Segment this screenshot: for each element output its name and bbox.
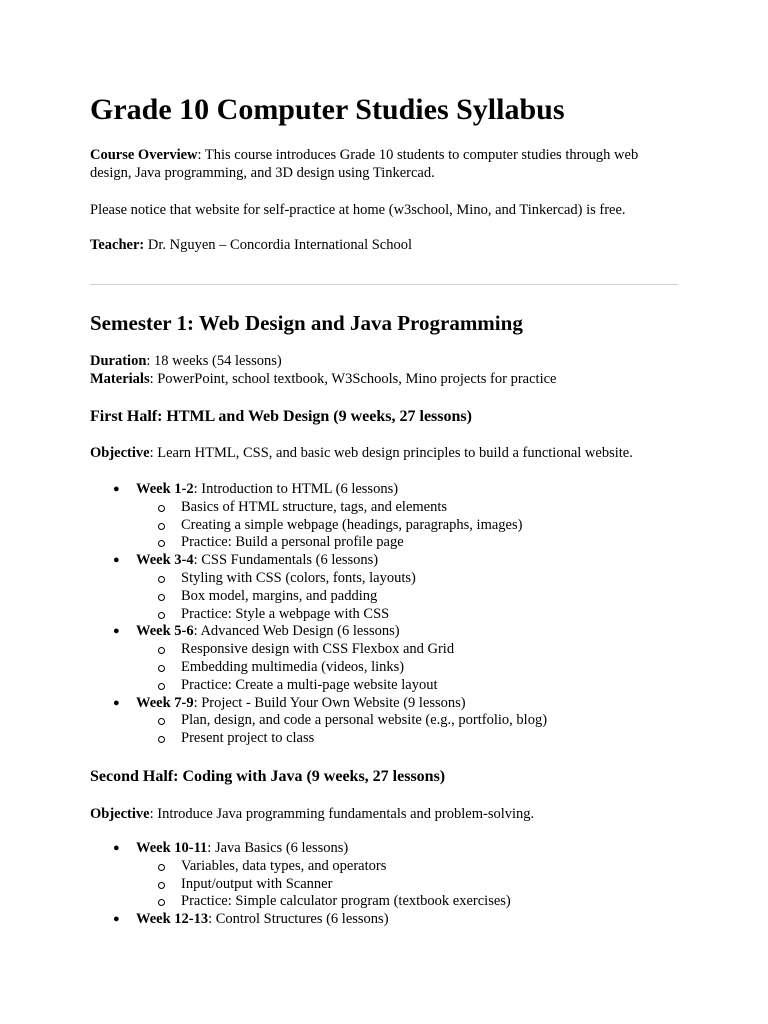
bullet-icon: ●: [113, 554, 120, 567]
topic-text: Practice: Build a personal profile page: [181, 534, 404, 551]
week-label: Week 3-4: [136, 552, 194, 569]
circle-bullet-icon: [158, 540, 165, 547]
week-text: : Project - Build Your Own Website (9 lessons): [193, 694, 466, 711]
circle-bullet-icon: [158, 505, 165, 512]
circle-bullet-icon: [158, 576, 165, 583]
week-text: : Advanced Web Design (6 lessons): [193, 623, 400, 640]
teacher-label: Teacher:: [90, 237, 145, 253]
teacher-line: [90, 236, 680, 254]
bullet-icon: ●: [113, 842, 120, 854]
list-item: [136, 570, 690, 588]
topic-text: Box model, margins, and padding: [181, 587, 378, 604]
week-text: : Introduction to HTML (6 lessons): [193, 481, 399, 497]
week-topics: [136, 499, 690, 552]
objective-label: Objective: [90, 445, 150, 461]
topic-text: Plan, design, and code a personal website (e.g., portfolio, blog): [181, 712, 548, 729]
course-overview: [90, 146, 680, 182]
list-item: [136, 641, 690, 659]
circle-bullet-icon: [158, 594, 165, 601]
topic-text: Basics of HTML structure, tags, and elements: [181, 498, 448, 515]
second-half-heading: Second Half: Coding with Java (9 weeks, 27 lessons): [90, 768, 446, 785]
list-item: [136, 712, 690, 730]
list-item: [136, 534, 690, 552]
list-item: [90, 552, 690, 623]
materials-text: : PowerPoint, school textbook, W3Schools, Mino projects for practice: [149, 371, 557, 387]
page-title: Grade 10 Computer Studies Syllabus: [90, 93, 565, 126]
week-text: : Java Basics (6 lessons): [207, 840, 349, 856]
week-topics: [136, 641, 690, 694]
first-half-objective: [90, 444, 680, 462]
list-item: [136, 677, 690, 695]
circle-bullet-icon: [158, 683, 165, 690]
bullet-icon: ●: [113, 625, 120, 638]
week-label: Week 7-9: [136, 694, 194, 711]
topic-text: Present project to class: [181, 730, 315, 747]
first-half-heading: First Half: HTML and Web Design (9 weeks, 27 lessons): [90, 408, 472, 425]
second-half-week-list: [90, 840, 690, 929]
first-half-week-list: [90, 481, 690, 748]
duration-label: Duration: [90, 353, 147, 369]
bullet-icon: ●: [113, 913, 120, 926]
list-item: [136, 876, 690, 894]
topic-text: Variables, data types, and operators: [181, 857, 387, 874]
materials-label: Materials: [90, 371, 150, 387]
list-item: [136, 517, 690, 535]
list-item: [90, 481, 690, 552]
bullet-icon: ●: [113, 483, 120, 495]
circle-bullet-icon: [158, 899, 165, 906]
objective-text: : Learn HTML, CSS, and basic web design principles to build a functional website.: [149, 445, 633, 461]
objective-label: Objective: [90, 806, 150, 822]
section-divider: [90, 284, 678, 285]
circle-bullet-icon: [158, 612, 165, 619]
list-item: [90, 911, 690, 929]
teacher-text: Dr. Nguyen – Concordia International School: [144, 237, 413, 253]
course-overview-text: : This course introduces Grade 10 students to computer studies through web design, Java programming, and 3D design using Tinkercad.: [90, 147, 639, 181]
list-item: [90, 623, 690, 694]
topic-text: Input/output with Scanner: [181, 875, 333, 892]
circle-bullet-icon: [158, 718, 165, 725]
notice-paragraph: Please notice that website for self-practice at home (w3school, Mino, and Tinkercad) is free.: [90, 202, 626, 218]
list-item: [136, 730, 690, 748]
bullet-icon: ●: [113, 696, 120, 709]
list-item: [136, 588, 690, 606]
duration-text: : 18 weeks (54 lessons): [146, 353, 282, 369]
week-topics: [136, 712, 690, 748]
topic-text: Practice: Simple calculator program (textbook exercises): [181, 893, 511, 910]
semester1-heading: Semester 1: Web Design and Java Programming: [90, 311, 523, 335]
materials-line: [90, 370, 680, 388]
week-label: Week 5-6: [136, 623, 194, 640]
second-half-objective: [90, 805, 680, 823]
circle-bullet-icon: [158, 665, 165, 672]
topic-text: Embedding multimedia (videos, links): [181, 658, 405, 675]
topic-text: Practice: Style a webpage with CSS: [181, 605, 390, 622]
course-overview-label: Course Overview: [90, 147, 198, 163]
week-label: Week 1-2: [136, 481, 194, 497]
list-item: [90, 840, 690, 911]
list-item: [90, 695, 690, 748]
circle-bullet-icon: [158, 882, 165, 889]
list-item: [136, 893, 690, 911]
topic-text: Styling with CSS (colors, fonts, layouts): [181, 569, 416, 586]
list-item: [136, 659, 690, 677]
week-label: Week 10-11: [136, 840, 208, 856]
circle-bullet-icon: [158, 864, 165, 871]
week-topics: [136, 570, 690, 623]
circle-bullet-icon: [158, 523, 165, 530]
list-item: [136, 606, 690, 624]
week-topics: [136, 858, 690, 911]
list-item: [136, 858, 690, 876]
week-label: Week 12-13: [136, 911, 209, 928]
list-item: [136, 499, 690, 517]
circle-bullet-icon: [158, 736, 165, 743]
circle-bullet-icon: [158, 647, 165, 654]
topic-text: Creating a simple webpage (headings, paragraphs, images): [181, 516, 523, 533]
topic-text: Responsive design with CSS Flexbox and Grid: [181, 641, 455, 658]
duration-line: [90, 352, 680, 370]
week-text: : CSS Fundamentals (6 lessons): [193, 552, 379, 569]
topic-text: Practice: Create a multi-page website layout: [181, 676, 438, 693]
week-text: : Control Structures (6 lessons): [208, 911, 389, 928]
objective-text: : Introduce Java programming fundamentals and problem-solving.: [149, 806, 535, 822]
